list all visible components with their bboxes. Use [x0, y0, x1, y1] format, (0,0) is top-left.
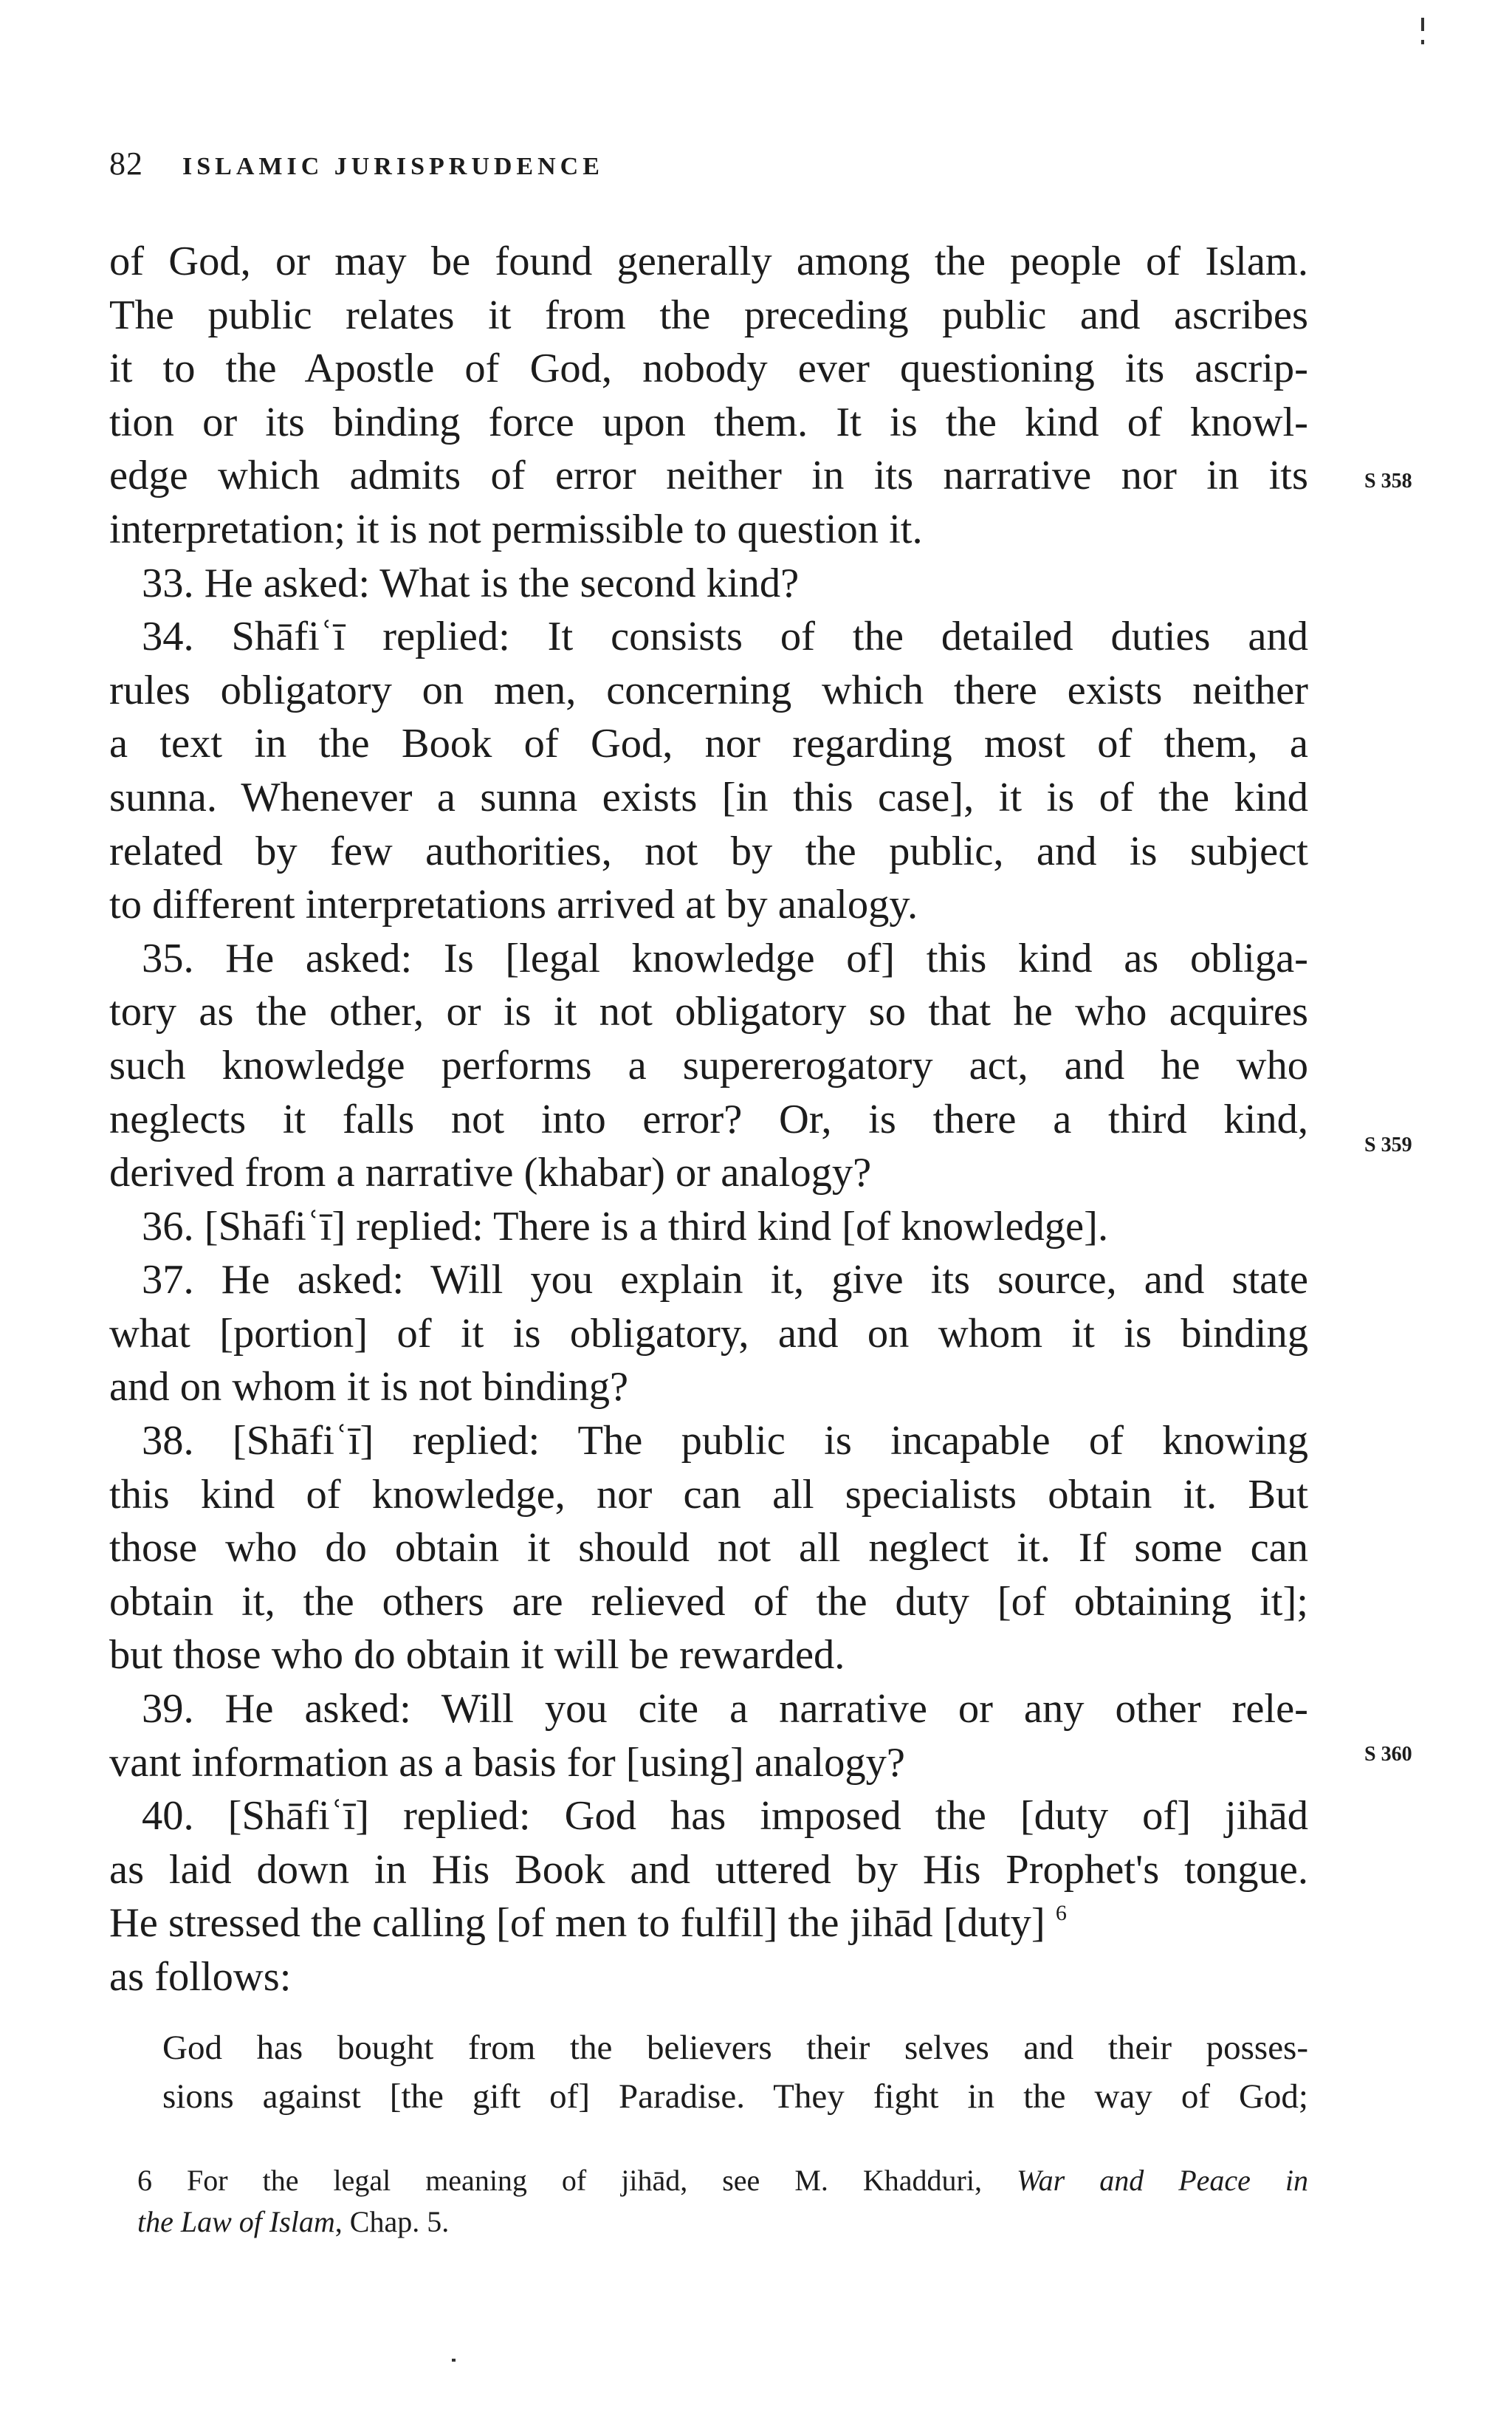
page-number: 82	[109, 145, 143, 182]
block-quote	[162, 2023, 1308, 2121]
paragraph-38: 38. [Shāfiʿī] replied: The public is incapable of knowing	[142, 1418, 1308, 1464]
text-line: such knowledge performs a supererogatory act, and he who	[109, 1042, 1308, 1089]
text-line: sunna. Whenever a sunna exists [in this case], it is of the kind	[109, 774, 1308, 820]
page-header	[109, 145, 604, 182]
footnote-reference: 6	[1055, 1901, 1067, 1926]
text-line: a text in the Book of God, nor regarding most of them, a	[109, 721, 1308, 767]
footnote-marker: 6	[137, 2164, 152, 2197]
footnote-title: the Law of Islam	[137, 2205, 335, 2238]
running-title: ISLAMIC JURISPRUDENCE	[182, 153, 604, 180]
text-line: edge which admits of error neither in its narrative nor in its	[109, 453, 1308, 499]
text-line: rules obligatory on men, concerning which there exists neither	[109, 667, 1308, 713]
text-line: interpretation; it is not permissible to question it.	[109, 506, 923, 552]
scan-speck	[452, 2359, 456, 2362]
paragraph-35: 35. He asked: Is [legal knowledge of] this kind as obliga-	[142, 935, 1308, 981]
footnote-text: , Chap. 5.	[334, 2205, 450, 2238]
scan-speck	[1421, 40, 1424, 44]
paragraph-36: 36. [Shāfiʿī] replied: There is a third kind [of knowledge].	[142, 1203, 1109, 1249]
text-line: it to the Apostle of God, nobody ever questioning its ascrip-	[109, 346, 1308, 392]
text-line: tion or its binding force upon them. It is the kind of knowl-	[109, 399, 1308, 445]
paragraph-37: 37. He asked: Will you explain it, give its source, and state	[142, 1257, 1308, 1303]
text-line-with-note	[109, 1896, 1308, 1950]
footnote-title: War and Peace in	[1016, 2164, 1309, 2197]
footnote	[137, 2160, 1308, 2243]
footnote-text: For the legal meaning of jihād, see M. Khadduri,	[187, 2164, 982, 2197]
text-line: what [portion] of it is obligatory, and on whom it is binding	[109, 1310, 1308, 1357]
margin-reference: S 359	[1364, 1134, 1412, 1156]
text-line-content: He stressed the calling [of men to fulfil] the jihād [duty]	[109, 1900, 1045, 1947]
quote-line: God has bought from the believers their selves and their posses-	[162, 2029, 1308, 2067]
text-line: of God, or may be found generally among the people of Islam.	[109, 239, 1308, 284]
paragraph-34: 34. Shāfiʿī replied: It consists of the detailed duties and	[142, 614, 1308, 660]
text-line: related by few authorities, not by the public, and is subject	[109, 828, 1308, 874]
margin-reference: S 360	[1364, 1743, 1412, 1766]
scan-speck	[1421, 18, 1424, 31]
text-line: to different interpretations arrived at by analogy.	[109, 882, 918, 928]
text-line: neglects it falls not into error? Or, is there a third kind,	[109, 1096, 1308, 1142]
text-line: vant information as a basis for [using] analogy?	[109, 1739, 905, 1786]
footnote-line	[137, 2201, 1308, 2243]
quote-line: sions against [the gift of] Paradise. They fight in the way of God;	[162, 2077, 1308, 2116]
text-line: this kind of knowledge, nor can all specialists obtain it. But	[109, 1471, 1308, 1518]
footnote-line	[137, 2160, 1308, 2201]
margin-reference: S 358	[1364, 470, 1412, 493]
text-line: as laid down in His Book and uttered by His Prophet's tongue.	[109, 1846, 1308, 1893]
text-line: and on whom it is not binding?	[109, 1364, 629, 1410]
paragraph-39: 39. He asked: Will you cite a narrative or any other rele-	[142, 1686, 1308, 1732]
text-line: obtain it, the others are relieved of the duty [of obtaining it];	[109, 1578, 1308, 1625]
text-line: those who do obtain it should not all neglect it. If some can	[109, 1525, 1308, 1571]
paragraph-40: 40. [Shāfiʿī] replied: God has imposed the [duty of] jihād	[142, 1793, 1308, 1840]
text-line: tory as the other, or is it not obligatory so that he who acquires	[109, 989, 1308, 1035]
text-line: The public relates it from the preceding public and ascribes	[109, 292, 1308, 338]
paragraph-33: 33. He asked: What is the second kind?	[142, 560, 800, 606]
text-line: but those who do obtain it will be rewarded.	[109, 1632, 845, 1679]
body-text	[109, 235, 1308, 2004]
text-line: as follows:	[109, 1954, 292, 2000]
text-line: derived from a narrative (khabar) or analogy?	[109, 1150, 872, 1196]
